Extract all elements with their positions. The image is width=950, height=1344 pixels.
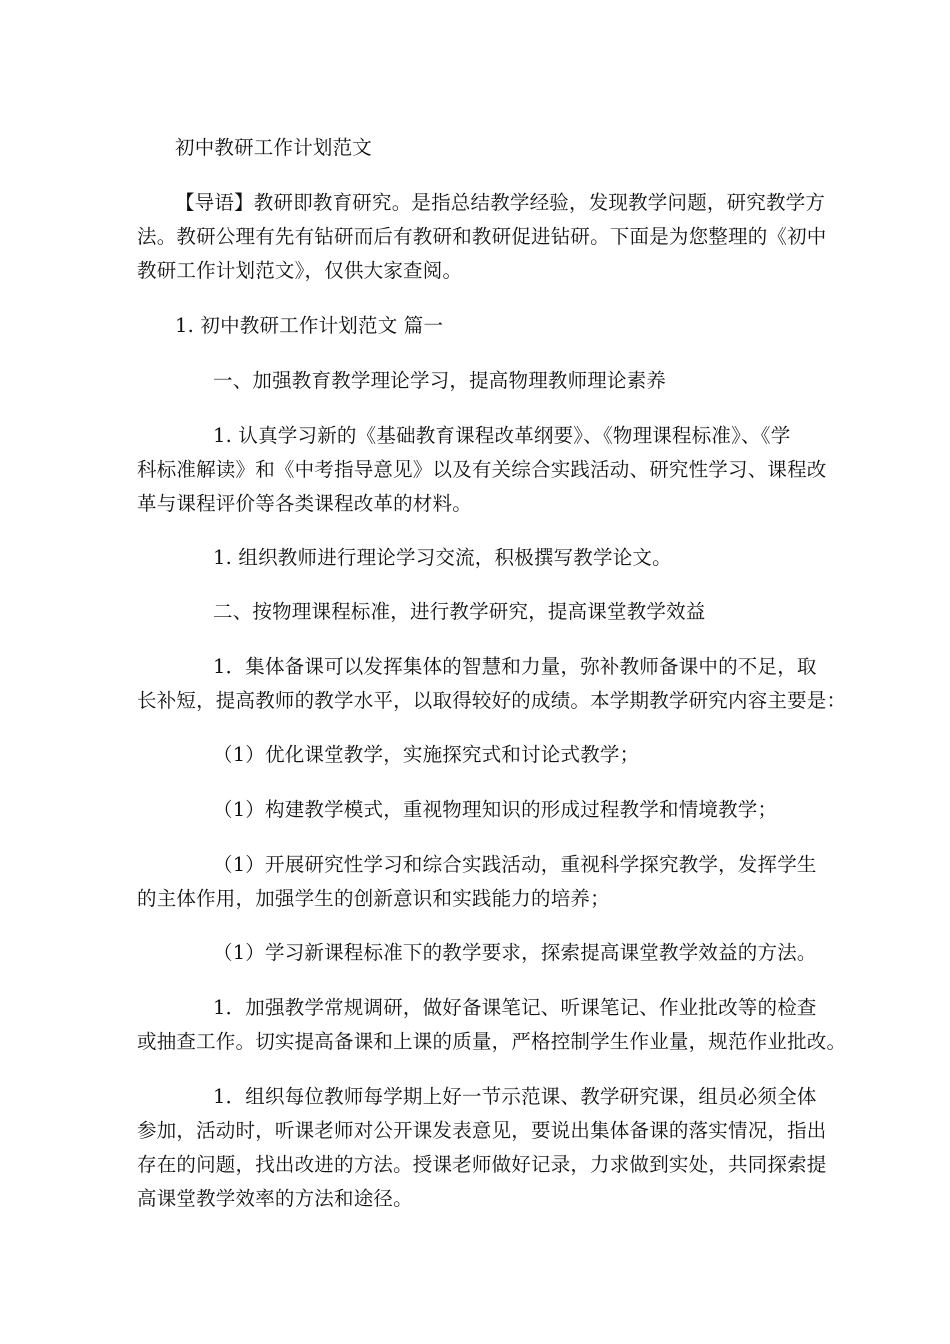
section-heading: 1. 初中教研工作计划范文 篇一 xyxy=(175,314,444,337)
page-title: 初中教研工作计划范文 xyxy=(175,136,373,159)
part1-heading: 一、加强教育教学理论学习，提高物理教师理论素养 xyxy=(213,369,667,392)
sub-item-1: （1）优化课堂教学，实施探究式和讨论式教学； xyxy=(213,743,640,766)
sub-item-3-line-2: 的主体作用，加强学生的创新意识和实践能力的培养； xyxy=(137,887,610,910)
part2-item2-line-1: 1．加强教学常规调研，做好备课笔记、听课笔记、作业批改等的检查 xyxy=(213,996,817,1019)
sub-item-4: （1）学习新课程标准下的教学要求，探索提高课堂教学效益的方法。 xyxy=(213,941,817,964)
part1-item2: 1. 组织教师进行理论学习交流，积极撰写教学论文。 xyxy=(213,546,672,569)
sub-item-2: （1）构建教学模式，重视物理知识的形成过程教学和情境教学； xyxy=(213,798,778,821)
part2-item3-line-2: 参加，活动时，听课老师对公开课发表意见，要说出集体备课的落实情况，指出 xyxy=(137,1119,827,1142)
part2-item1-line-1: 1．集体备课可以发挥集体的智慧和力量，弥补教师备课中的不足，取 xyxy=(213,655,817,678)
part2-item2-line-2: 或抽查工作。切实提高备课和上课的质量，严格控制学生作业量，规范作业批改。 xyxy=(137,1030,847,1053)
part2-item3-line-1: 1．组织每位教师每学期上好一节示范课、教学研究课，组员必须全体 xyxy=(213,1085,817,1108)
sub-item-3-line-1: （1）开展研究性学习和综合实践活动，重视科学探究教学，发挥学生 xyxy=(213,853,817,876)
intro-line-2: 法。教研公理有先有钻研而后有教研和教研促进钻研。下面是为您整理的《初中 xyxy=(137,225,827,248)
part1-item1-line-2: 科标准解读》和《中考指导意见》以及有关综合实践活动、研究性学习、课程改 xyxy=(137,458,827,481)
part2-item1-line-2: 长补短，提高教师的教学水平，以取得较好的成绩。本学期教学研究内容主要是： xyxy=(137,689,847,712)
part2-heading: 二、按物理课程标准，进行教学研究，提高课堂教学效益 xyxy=(213,600,706,623)
intro-line-1: 【导语】教研即教育研究。是指总结教学经验，发现教学问题，研究教学方 xyxy=(175,191,826,214)
part1-item1-line-1: 1. 认真学习新的《基础教育课程改革纲要》、《物理课程标准》、《学 xyxy=(213,424,791,447)
part2-item3-line-3: 存在的问题，找出改进的方法。授课老师做好记录，力求做到实处，共同探索提 xyxy=(137,1153,827,1176)
part1-item1-line-3: 革与课程评价等各类课程改革的材料。 xyxy=(137,492,472,515)
part2-item3-line-4: 高课堂教学效率的方法和途径。 xyxy=(137,1187,413,1210)
intro-line-3: 教研工作计划范文》，仅供大家查阅。 xyxy=(137,259,463,282)
